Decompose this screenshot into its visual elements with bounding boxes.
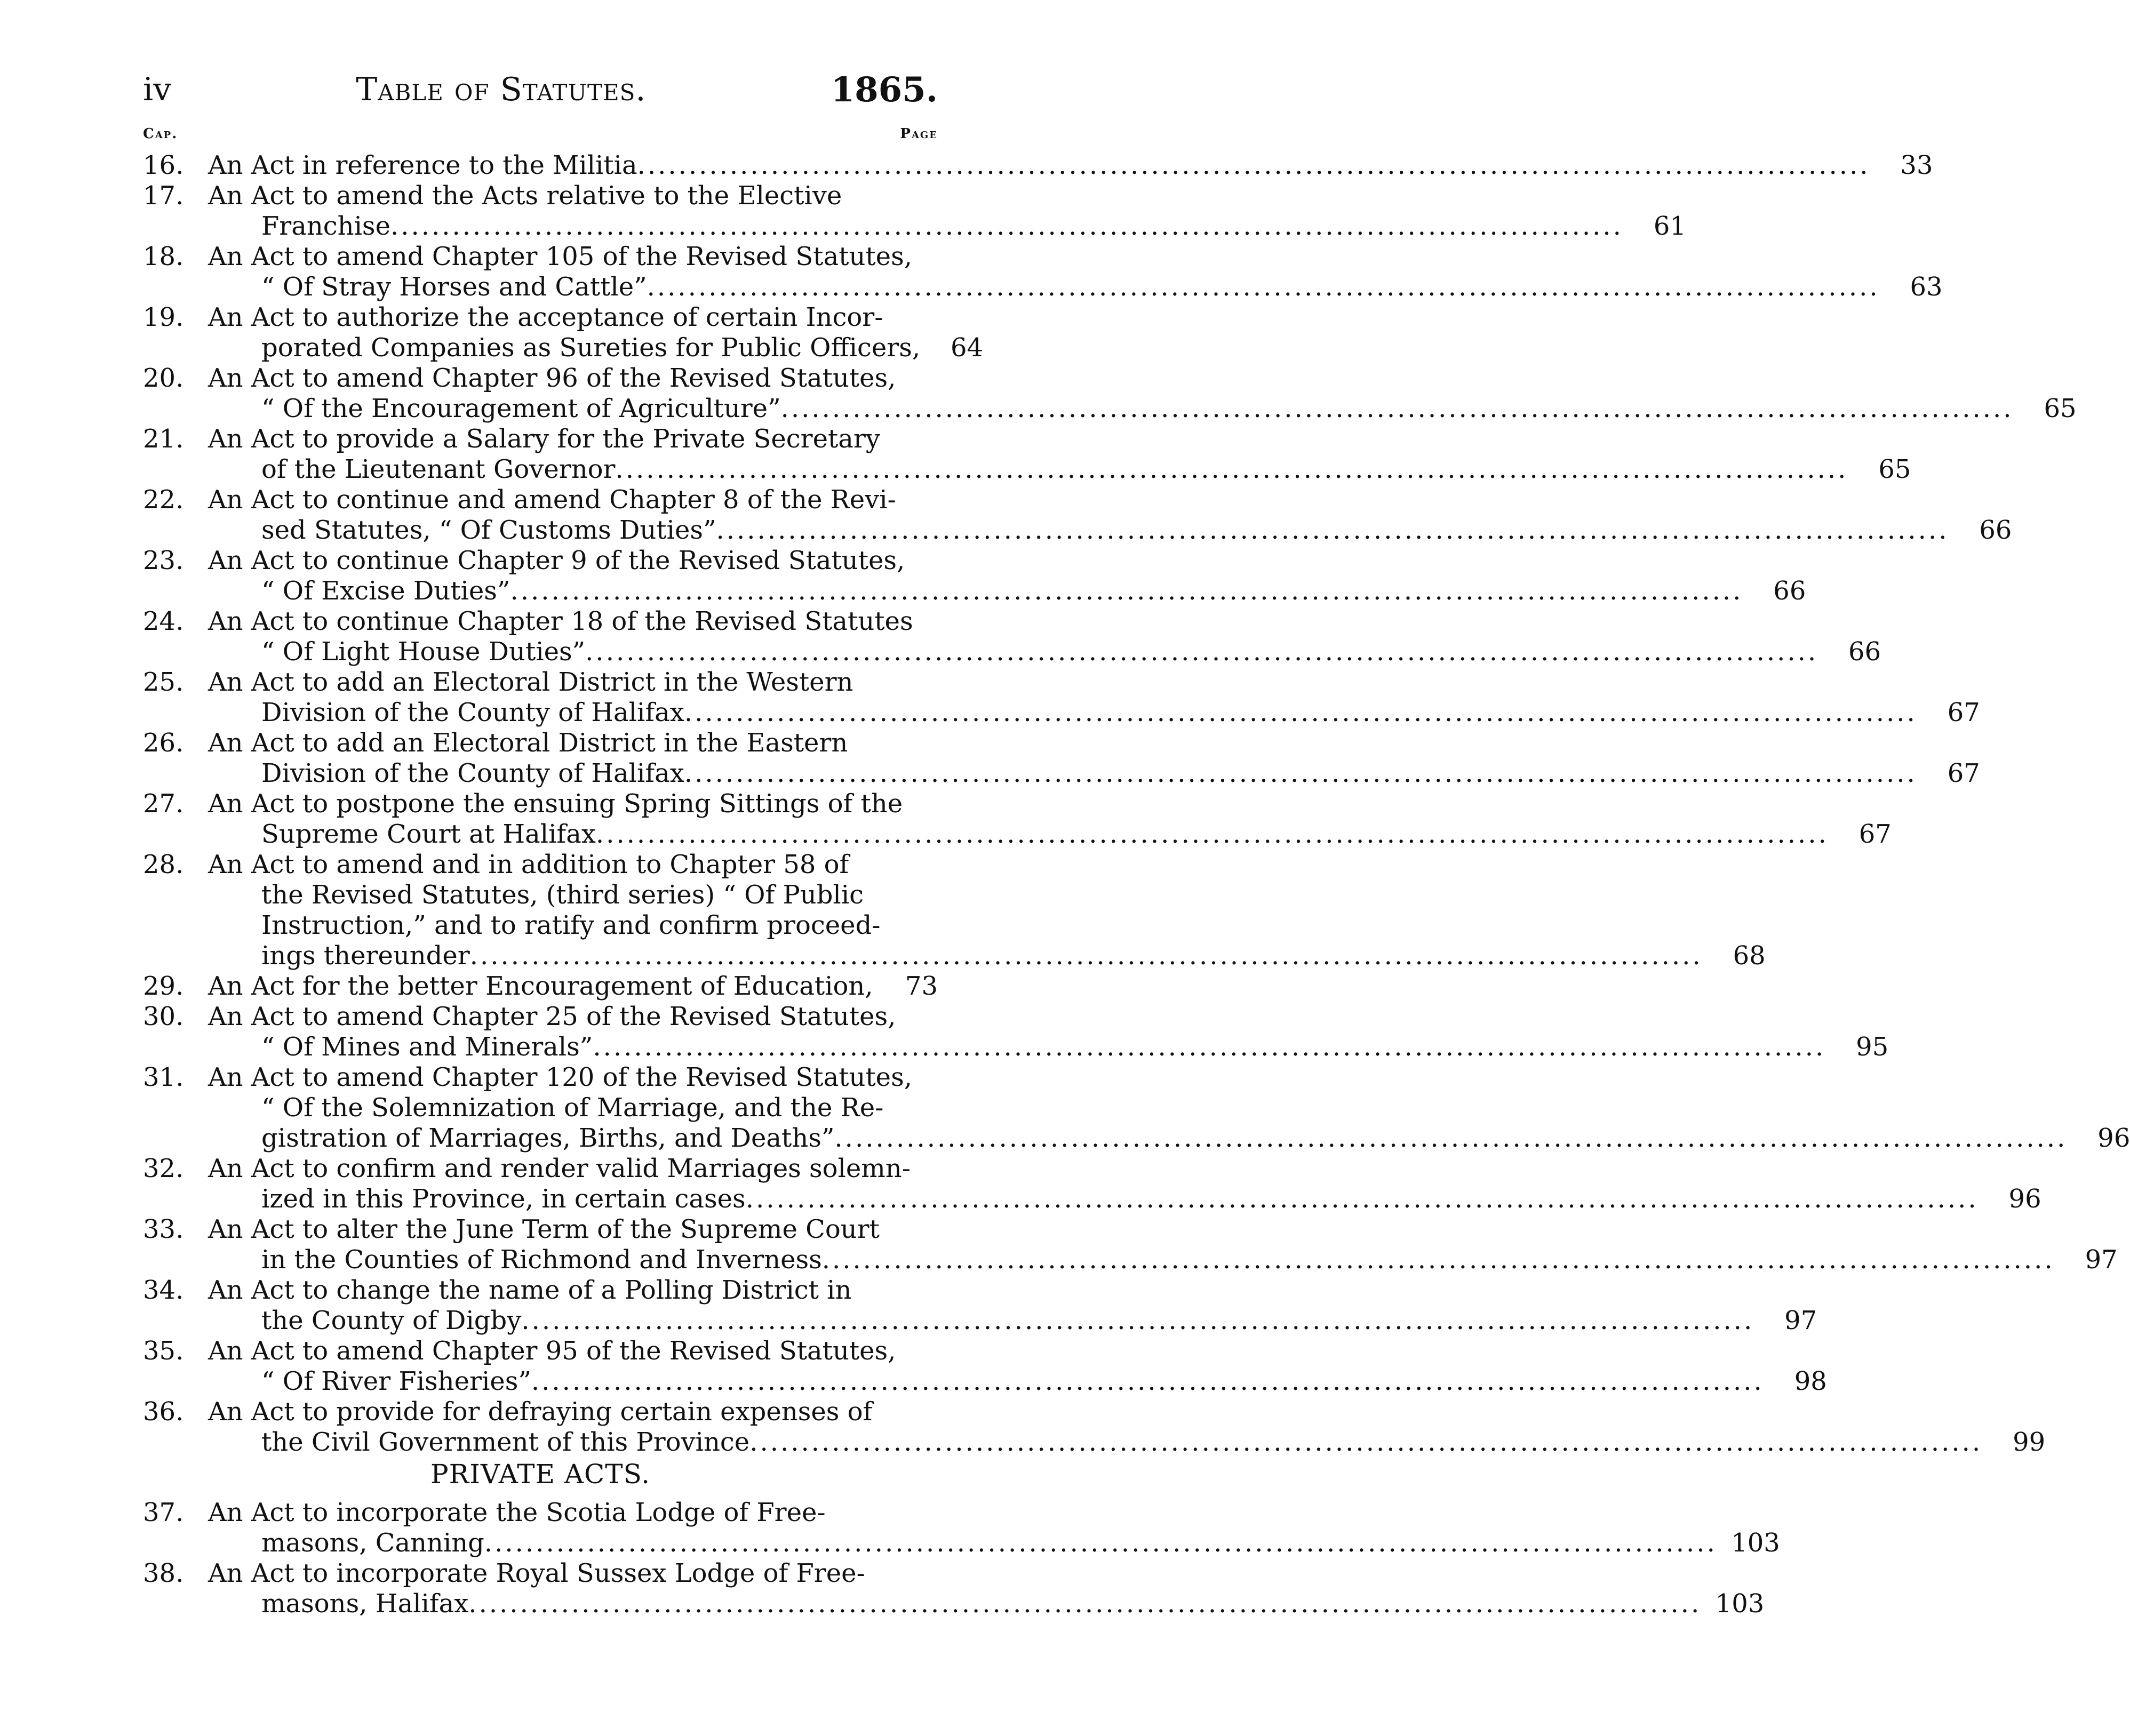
title-line: [208, 150, 1870, 181]
title-line: [208, 1366, 1764, 1397]
title-text: porated Companies as Sureties for Public Officers,: [261, 333, 921, 363]
title-line: [208, 1275, 1754, 1306]
year-label: 1865.: [831, 69, 938, 110]
page-reference: 67: [1947, 758, 1980, 788]
statute-title: [208, 546, 1743, 606]
title-text: An Act to change the name of a Polling District in: [208, 1275, 852, 1305]
title-line: [208, 515, 1949, 546]
title-line: [208, 272, 1880, 302]
dot-leader: ........................................................................................................................: [390, 211, 1623, 241]
page-reference: 99: [2013, 1427, 2046, 1457]
title-line: [208, 1306, 1754, 1336]
statute-entry: [143, 242, 1943, 302]
title-text: sed Statutes, “ Of Customs Duties”: [261, 515, 716, 545]
page-reference: 73: [905, 971, 938, 1001]
title-line: [208, 1184, 1979, 1214]
dot-leader: ........................................................................................................................: [595, 819, 1829, 849]
chapter-number: 31.: [143, 1062, 184, 1092]
chapter-number: 20.: [143, 363, 184, 393]
page-reference: 65: [2044, 394, 2077, 423]
dot-leader: ........................................................................................................................: [647, 272, 1880, 302]
statute-entry: [143, 485, 2012, 546]
page-reference: 67: [1858, 819, 1892, 849]
title-text: An Act to amend Chapter 25 of the Revised Statutes,: [208, 1002, 896, 1031]
title-text: “ Of the Solemnization of Marriage, and the Re-: [261, 1093, 884, 1123]
title-line: [208, 789, 1829, 819]
statute-entry: [143, 1275, 1817, 1336]
title-line: [208, 819, 1829, 850]
title-text: An Act to add an Electoral District in the Western: [208, 667, 853, 697]
page-reference: 66: [1979, 515, 2012, 545]
title-text: “ Of River Fisheries”: [261, 1366, 531, 1396]
title-line: [208, 850, 1703, 880]
title-line: [208, 1336, 1764, 1366]
statute-title: [208, 971, 875, 1002]
statute-entry: [143, 1062, 2130, 1154]
statute-title: [208, 1275, 1754, 1336]
statute-title: [208, 850, 1703, 971]
title-text: of the Lieutenant Governor: [261, 454, 616, 484]
chapter-number: 29.: [143, 971, 184, 1001]
chapter-number: 35.: [143, 1336, 184, 1366]
statute-entry: [143, 424, 1911, 485]
statute-title: [208, 150, 1870, 181]
dot-leader: ........................................................................................................................: [593, 1032, 1826, 1062]
title-line: [208, 546, 1743, 576]
statute-title: [208, 424, 1848, 485]
page-reference: 67: [1947, 698, 1980, 727]
title-line: [208, 971, 875, 1002]
title-text: “ Of Light House Duties”: [261, 637, 586, 667]
statute-entry: [143, 1002, 1889, 1062]
statute-title: [208, 363, 2014, 424]
title-line: [208, 424, 1848, 454]
title-text: An Act to continue Chapter 18 of the Revised Statutes: [208, 606, 913, 636]
statute-title: [208, 485, 1949, 546]
title-line: [208, 758, 1917, 789]
title-text: An Act to amend Chapter 95 of the Revised Statutes,: [208, 1336, 896, 1366]
title-line: [208, 302, 920, 333]
dot-leader: ........................................................................................................................: [521, 1306, 1754, 1335]
statute-title: [208, 1002, 1825, 1062]
page-reference: 97: [1784, 1306, 1817, 1335]
statute-title: [208, 728, 1917, 789]
title-line: [208, 394, 2014, 424]
dot-leader: ........................................................................................................................: [684, 698, 1917, 727]
statute-entry: [143, 850, 1766, 971]
page-reference: 98: [1794, 1366, 1827, 1396]
page-column-header: Page: [900, 126, 938, 142]
page-title: Table of Statutes.: [356, 71, 647, 108]
statute-entry: [143, 1397, 2046, 1458]
chapter-number: 37.: [143, 1498, 184, 1527]
title-line: [208, 1062, 2067, 1093]
title-text: An Act to amend Chapter 96 of the Revised Statutes,: [208, 363, 896, 393]
title-text: the County of Digby: [261, 1306, 522, 1335]
title-text: “ Of the Encouragement of Agriculture”: [261, 394, 781, 423]
title-line: [208, 1528, 1717, 1558]
dot-leader: ........................................................................................................................: [469, 941, 1703, 971]
dot-leader: ........................................................................................................................: [749, 1427, 1983, 1457]
statute-entry: [143, 1214, 2118, 1275]
statute-title: [208, 242, 1880, 302]
chapter-number: 17.: [143, 181, 184, 211]
title-line: [208, 1589, 1701, 1619]
title-text: gistration of Marriages, Births, and Deaths”: [261, 1123, 835, 1153]
title-line: [208, 1093, 2067, 1123]
statute-title: [208, 789, 1829, 850]
cap-column-header: Cap.: [143, 126, 178, 142]
page-reference: 66: [1848, 637, 1881, 667]
title-text: masons, Canning: [261, 1528, 484, 1558]
chapter-number: 22.: [143, 485, 184, 515]
title-text: ings thereunder: [261, 941, 470, 971]
title-line: [208, 606, 1818, 637]
title-text: “ Of Excise Duties”: [261, 576, 510, 606]
statute-entry: [143, 181, 1686, 242]
chapter-number: 36.: [143, 1397, 184, 1427]
title-line: [208, 1032, 1825, 1062]
chapter-number: 18.: [143, 242, 184, 271]
title-text: Division of the County of Halifax: [261, 698, 684, 727]
statute-title: [208, 1214, 2055, 1275]
statute-title: [208, 606, 1818, 667]
statute-entry: [143, 150, 1933, 181]
title-line: [208, 363, 2014, 394]
title-line: [208, 1214, 2055, 1245]
page-reference: 96: [2008, 1184, 2041, 1214]
chapter-number: 32.: [143, 1154, 184, 1183]
dot-leader: ........................................................................................................................: [821, 1245, 2055, 1275]
title-text: An Act to continue and amend Chapter 8 of the Revi-: [208, 485, 896, 515]
title-text: An Act to alter the June Term of the Supreme Court: [208, 1214, 880, 1244]
page-number-roman: iv: [143, 71, 172, 108]
private-acts-heading: PRIVATE ACTS.: [430, 1459, 650, 1490]
dot-leader: ........................................................................................................................: [615, 454, 1848, 484]
dot-leader: ........................................................................................................................: [745, 1184, 1979, 1214]
page-reference: 65: [1878, 454, 1911, 484]
statute-title: [208, 1336, 1764, 1397]
title-text: masons, Halifax: [261, 1589, 469, 1619]
chapter-number: 38.: [143, 1558, 184, 1588]
title-text: An Act to add an Electoral District in the Eastern: [208, 728, 848, 758]
title-text: An Act to incorporate Royal Sussex Lodge of Free-: [208, 1558, 865, 1588]
title-text: the Revised Statutes, (third series) “ Of Public: [261, 880, 864, 910]
running-header: [143, 63, 938, 116]
title-line: [208, 1154, 1979, 1184]
title-line: [208, 211, 1623, 242]
dot-leader: ........................................................................................................................: [531, 1366, 1764, 1396]
page-reference: 96: [2097, 1123, 2130, 1153]
dot-leader: ........................................................................................................................: [484, 1528, 1717, 1558]
chapter-number: 34.: [143, 1275, 184, 1305]
statute-title: [208, 181, 1623, 242]
title-text: An Act to provide a Salary for the Private Secretary: [208, 424, 880, 454]
statute-entry: [143, 728, 1980, 789]
chapter-number: 19.: [143, 302, 184, 332]
title-text: An Act to amend Chapter 105 of the Revised Statutes,: [208, 242, 912, 271]
title-line: [208, 1397, 1982, 1427]
dot-leader: ........................................................................................................................: [468, 1589, 1702, 1619]
title-line: [208, 333, 920, 363]
title-line: [208, 698, 1917, 728]
statute-entry: [143, 546, 1806, 606]
page-reference: 66: [1773, 576, 1806, 606]
title-text: Division of the County of Halifax: [261, 758, 684, 788]
statute-entry: [143, 1154, 2041, 1214]
chapter-number: 25.: [143, 667, 184, 697]
chapter-number: 28.: [143, 850, 184, 879]
title-text: Supreme Court at Halifax: [261, 819, 596, 849]
statute-entry: [143, 1558, 1765, 1619]
title-text: in the Counties of Richmond and Inverness: [261, 1245, 822, 1275]
statute-entry: [143, 1498, 1780, 1558]
page-reference: 103: [1715, 1589, 1765, 1619]
title-text: An Act to provide for defraying certain expenses of: [208, 1397, 873, 1427]
chapter-number: 21.: [143, 424, 184, 454]
statute-title: [208, 1498, 1717, 1558]
title-line: [208, 728, 1917, 758]
title-text: ized in this Province, in certain cases: [261, 1184, 746, 1214]
title-text: Instruction,” and to ratify and confirm proceed-: [261, 910, 881, 940]
statute-entry: [143, 789, 1892, 850]
private-acts-list: [143, 1498, 1780, 1619]
statute-title: [208, 1154, 1979, 1214]
chapter-number: 24.: [143, 606, 184, 636]
statute-entry: [143, 667, 1980, 728]
title-line: [208, 941, 1703, 971]
title-line: [208, 1498, 1717, 1528]
chapter-number: 23.: [143, 546, 184, 575]
title-text: An Act to amend the Acts relative to the Elective: [208, 181, 842, 211]
title-text: “ Of Mines and Minerals”: [261, 1032, 593, 1062]
title-text: An Act to amend Chapter 120 of the Revised Statutes,: [208, 1062, 912, 1092]
title-line: [208, 910, 1703, 941]
title-line: [208, 637, 1818, 667]
chapter-number: 33.: [143, 1214, 184, 1244]
statute-title: [208, 1558, 1701, 1619]
title-text: “ Of Stray Horses and Cattle”: [261, 272, 647, 302]
page-reference: 68: [1733, 941, 1766, 971]
dot-leader: ........................................................................................................................: [637, 150, 1870, 180]
title-line: [208, 181, 1623, 211]
dot-leader: ........................................................................................................................: [510, 576, 1743, 606]
column-headers: [143, 126, 938, 142]
title-line: [208, 454, 1848, 485]
title-text: An Act to confirm and render valid Marriages solemn-: [208, 1154, 911, 1183]
page-reference: 33: [1900, 150, 1933, 180]
title-line: [208, 1427, 1982, 1458]
page-reference: 103: [1731, 1528, 1780, 1558]
title-text: An Act in reference to the Militia: [208, 150, 637, 180]
title-line: [208, 1002, 1825, 1032]
page-reference: 64: [951, 333, 984, 363]
title-text: An Act for the better Encouragement of Education,: [208, 971, 873, 1001]
title-text: An Act to incorporate the Scotia Lodge of Free-: [208, 1498, 826, 1527]
title-line: [208, 667, 1917, 698]
dot-leader: ........................................................................................................................: [716, 515, 1949, 545]
dot-leader: ........................................................................................................................: [780, 394, 2014, 423]
public-acts-list: [143, 150, 2130, 1458]
page-reference: 97: [2085, 1245, 2118, 1275]
title-line: [208, 1245, 2055, 1275]
statute-entry: [143, 971, 938, 1002]
title-text: the Civil Government of this Province: [261, 1427, 750, 1457]
statute-entry: [143, 606, 1881, 667]
page-reference: 63: [1910, 272, 1943, 302]
title-line: [208, 880, 1703, 910]
dot-leader: ........................................................................................................................: [585, 637, 1818, 667]
title-line: [208, 1558, 1701, 1589]
statute-title: [208, 302, 920, 363]
chapter-number: 26.: [143, 728, 184, 758]
dot-leader: ........................................................................................................................: [834, 1123, 2068, 1153]
statute-title: [208, 1397, 1982, 1458]
page-reference: 95: [1856, 1032, 1889, 1062]
statute-title: [208, 667, 1917, 728]
title-line: [208, 242, 1880, 272]
statute-title: [208, 1062, 2067, 1154]
title-text: An Act to continue Chapter 9 of the Revised Statutes,: [208, 546, 905, 575]
title-line: [208, 576, 1743, 606]
statute-entry: [143, 363, 2077, 424]
statute-entry: [143, 302, 984, 363]
chapter-number: 30.: [143, 1002, 184, 1031]
title-line: [208, 485, 1949, 515]
title-text: Franchise: [261, 211, 390, 241]
title-text: An Act to amend and in addition to Chapter 58 of: [208, 850, 849, 879]
chapter-number: 27.: [143, 789, 184, 819]
chapter-number: 16.: [143, 150, 184, 180]
title-line: [208, 1123, 2067, 1154]
page-reference: 61: [1653, 211, 1686, 241]
statute-entry: [143, 1336, 1827, 1397]
dot-leader: ........................................................................................................................: [684, 758, 1917, 788]
title-text: An Act to authorize the acceptance of certain Incor-: [208, 302, 883, 332]
title-text: An Act to postpone the ensuing Spring Sittings of the: [208, 789, 903, 819]
